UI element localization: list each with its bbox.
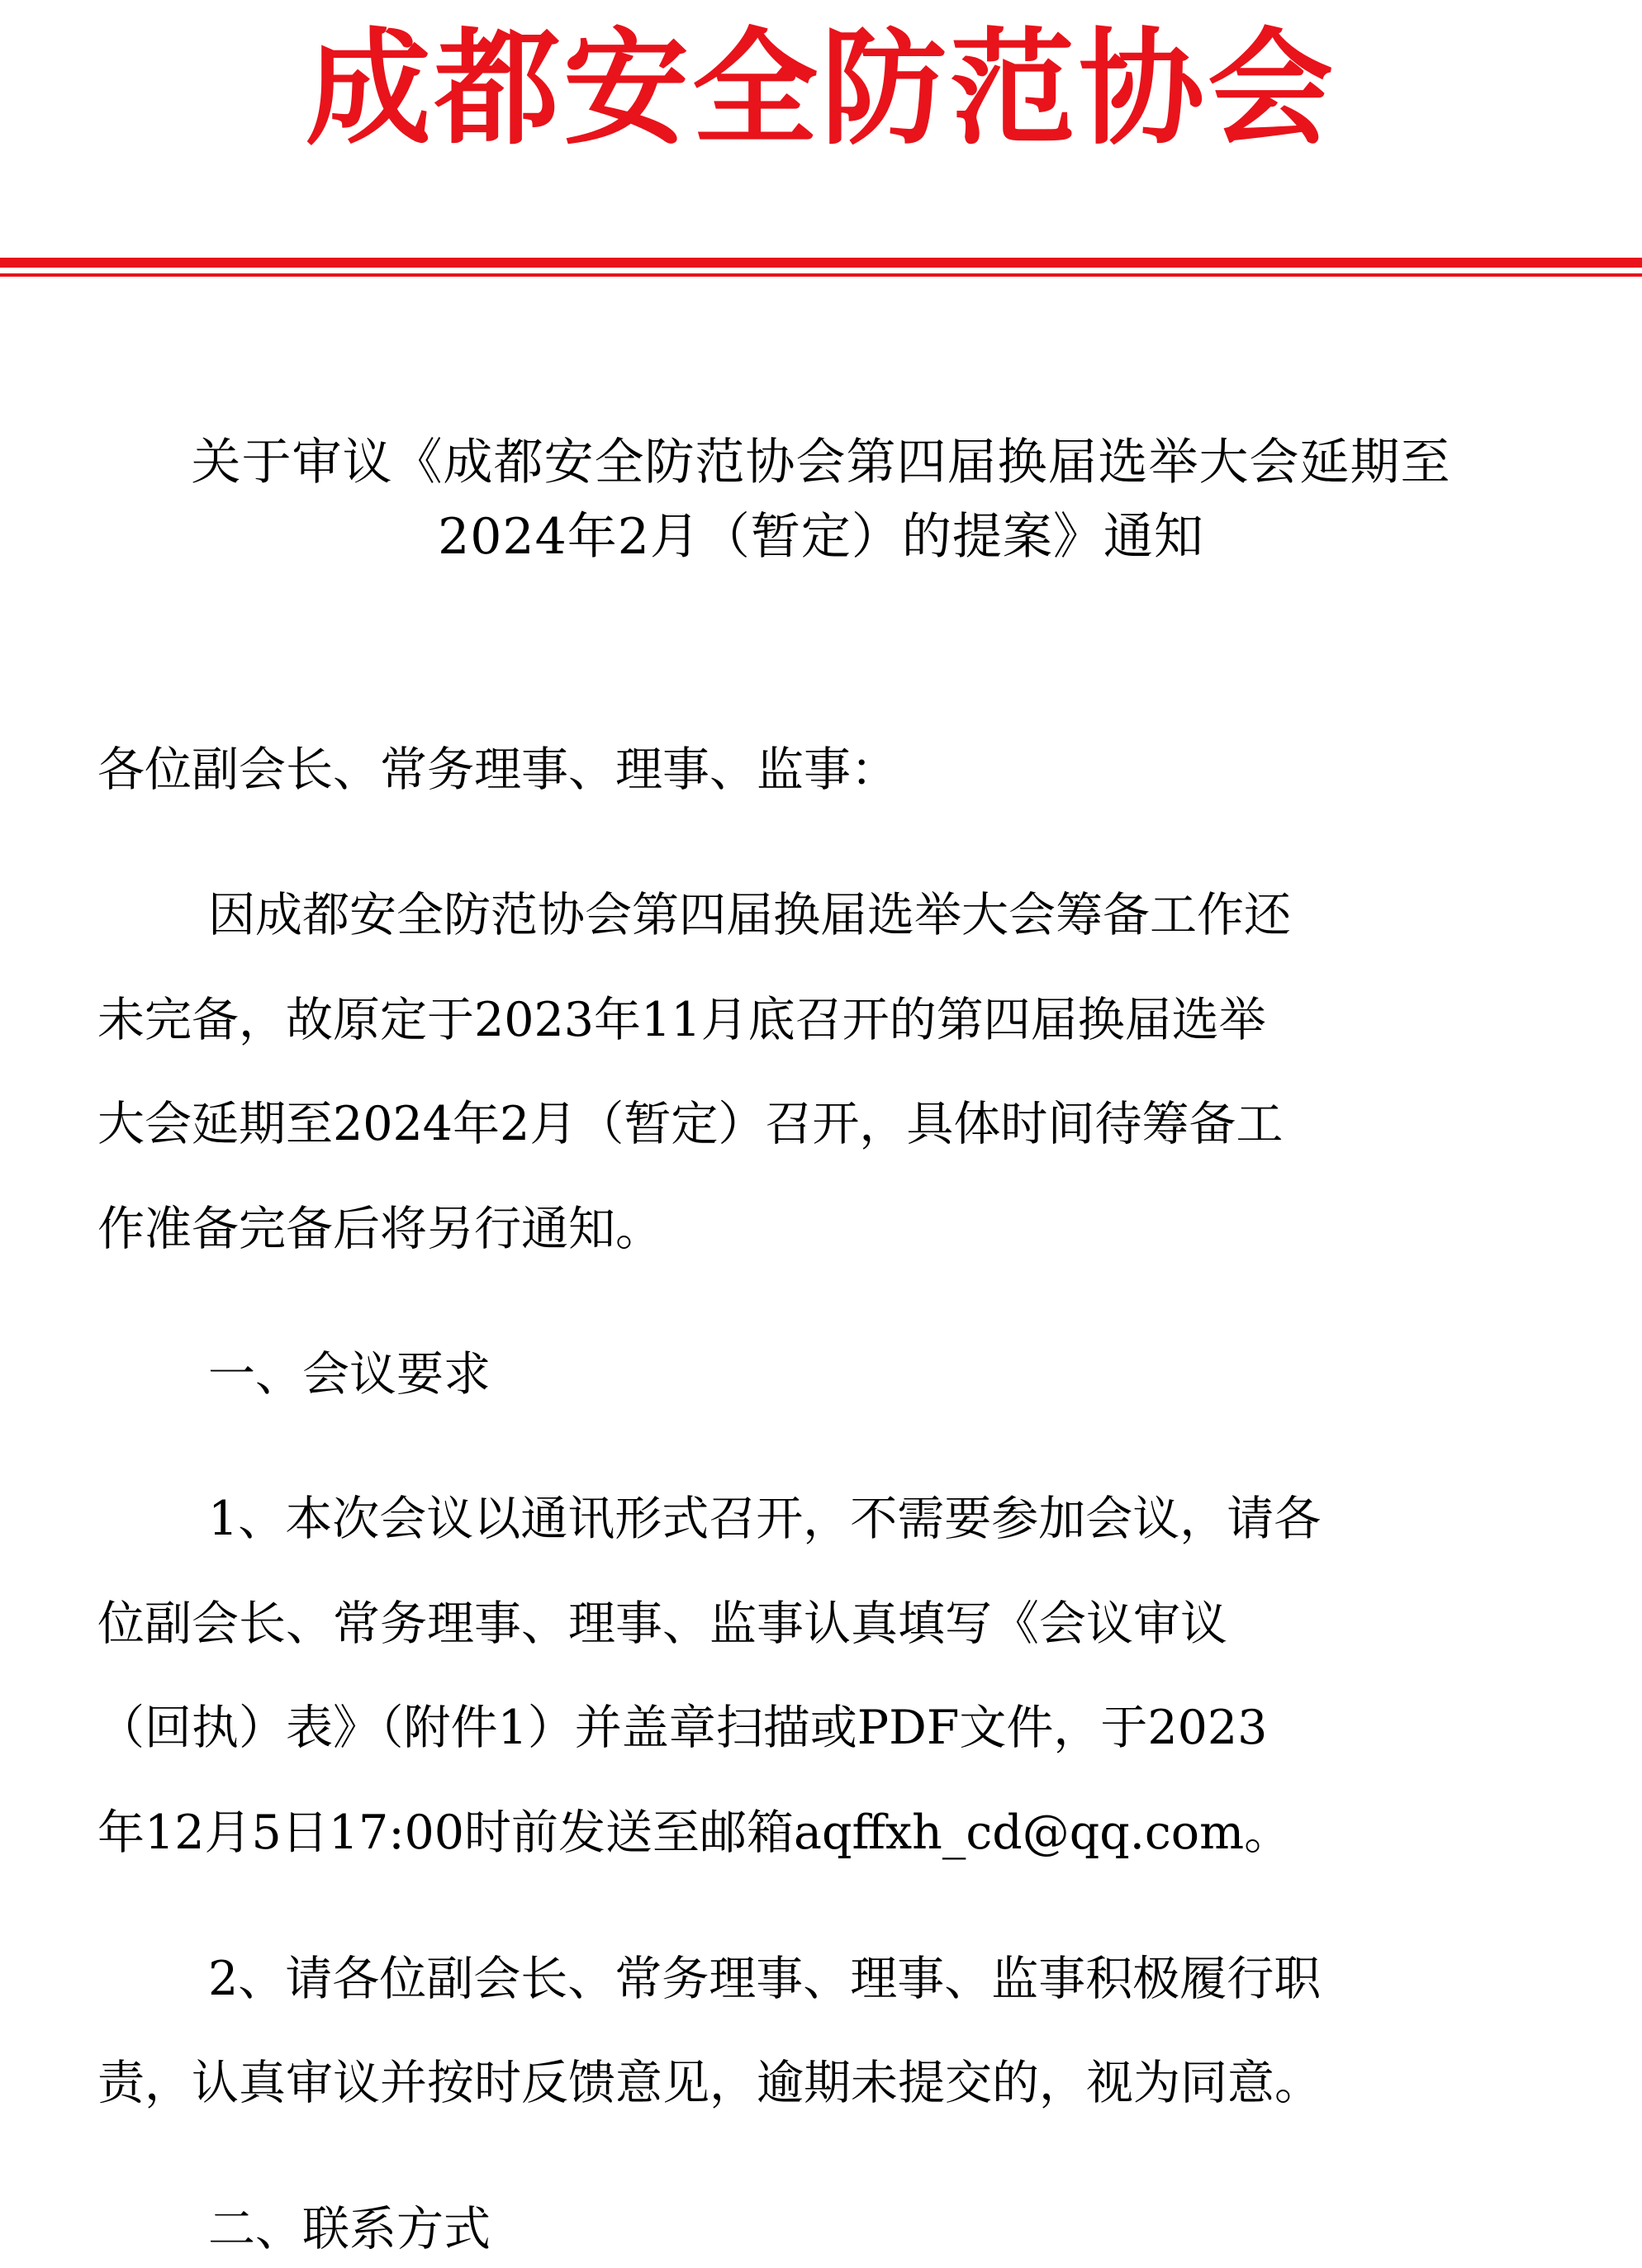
item-2-line-2: 责，认真审议并按时反馈意见，逾期未提交的，视为同意。 — [97, 2056, 1322, 2110]
item-1-line-3: （回执）表》（附件1）并盖章扫描或PDF文件，于2023 — [97, 1701, 1268, 1755]
document-title-line-2: 2024年2月（暂定）的提案》通知 — [438, 508, 1204, 566]
letterhead-rule-thin — [0, 273, 1642, 277]
section-2-heading: 二、联系方式 — [208, 2202, 491, 2256]
letterhead-rule-thick — [0, 258, 1642, 268]
item-1-line-1: 1、本次会议以通讯形式召开，不需要参加会议，请各 — [208, 1492, 1322, 1546]
paragraph-1-line-1: 因成都安全防范协会第四届换届选举大会筹备工作还 — [208, 888, 1291, 942]
salutation: 各位副会长、常务理事、理事、监事： — [97, 743, 898, 797]
document-title-line-1: 关于审议《成都安全防范协会第四届换届选举大会延期至 — [191, 434, 1451, 491]
item-1-line-2: 位副会长、常务理事、理事、监事认真填写《会议审议 — [97, 1597, 1227, 1651]
letterhead-org-name: 成都安全防范协会 — [306, 16, 1336, 162]
item-1-line-4: 年12月5日17:00时前发送至邮箱aqffxh_cd@qq.com。 — [97, 1805, 1292, 1860]
paragraph-1-line-3: 大会延期至2024年2月（暂定）召开，具体时间待筹备工 — [97, 1097, 1284, 1151]
paragraph-1-line-2: 未完备，故原定于2023年11月底召开的第四届换届选举 — [97, 993, 1266, 1047]
paragraph-1-line-4: 作准备完备后将另行通知。 — [97, 1202, 662, 1256]
item-2-line-1: 2、请各位副会长、常务理事、理事、监事积极履行职 — [208, 1952, 1322, 2006]
section-1-heading: 一、会议要求 — [208, 1347, 491, 1402]
